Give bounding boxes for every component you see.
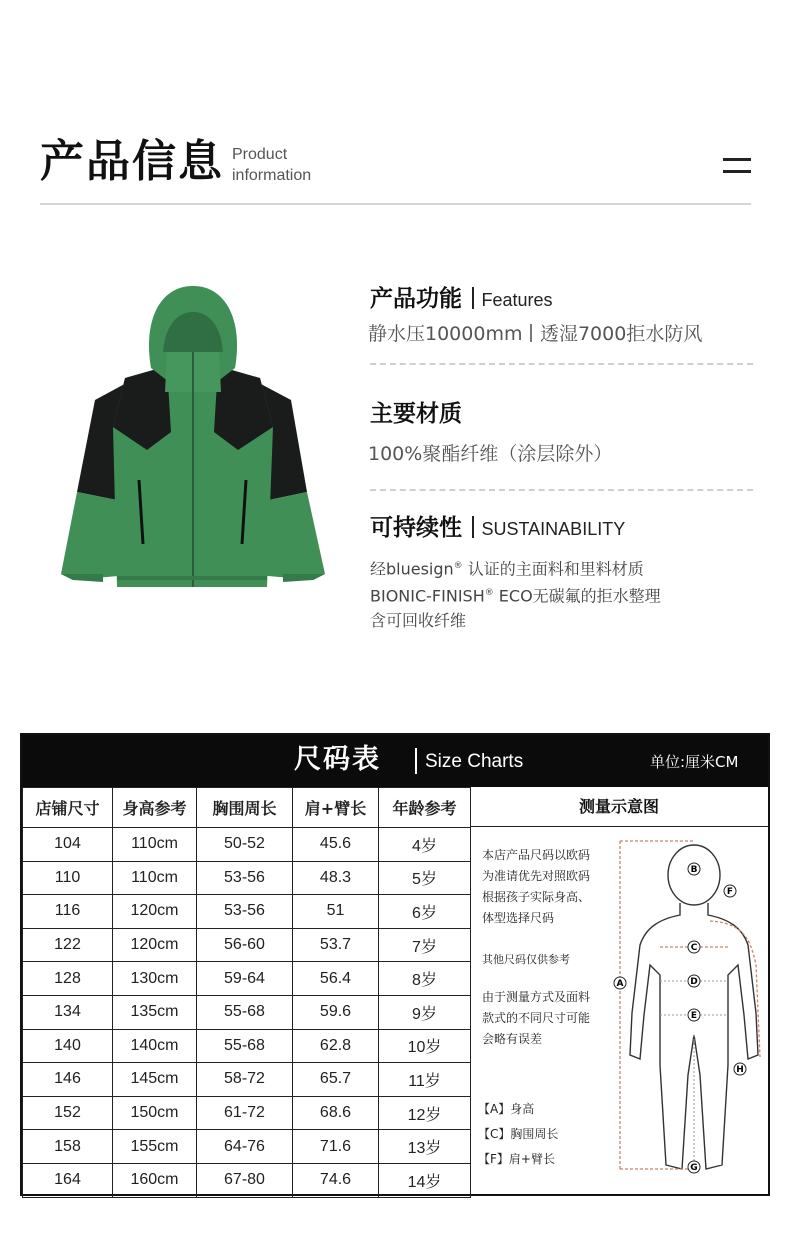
table-cell: 64-76 [197,1130,293,1164]
sustainability-text [370,554,661,633]
table-cell: 110 [23,861,113,895]
sustainability-line2-a: BIONIC-FINISH [370,586,485,606]
column-header: 胸围周长 [197,788,293,828]
table-cell: 120cm [113,928,197,962]
legend-item: 【C】胸围周长 [478,1127,559,1141]
note-line: 为准请优先对照欧码 [482,869,591,883]
table-cell: 140cm [113,1029,197,1063]
column-header: 店铺尺寸 [23,788,113,828]
marker-b-label: B [690,865,698,875]
table-cell: 68.6 [293,1096,379,1130]
table-cell: 56.4 [293,962,379,996]
table-cell: 164 [23,1163,113,1197]
section-divider [370,489,753,491]
page-subtitle-line1: Product [232,146,288,163]
table-cell: 130cm [113,962,197,996]
page-title: 产品信息 [40,136,224,187]
table-cell: 74.6 [293,1163,379,1197]
diagram-note-2: 其他尺码仅供参考 [482,953,570,966]
table-cell: 8岁 [379,962,471,996]
legend-item: 【F】肩+臂长 [478,1152,555,1166]
table-cell: 116 [23,895,113,929]
table-cell: 134 [23,995,113,1029]
table-cell: 6岁 [379,895,471,929]
diagram-title: 测量示意图 [470,787,768,827]
header-divider [40,203,751,205]
marker-a-label: A [616,979,624,989]
diagram-note-1 [482,845,590,929]
size-chart-title-en: Size Charts [425,751,524,772]
size-chart [20,733,770,1196]
table-cell: 67-80 [197,1163,293,1197]
note-line: 体型选择尺码 [482,911,555,925]
table-cell: 61-72 [197,1096,293,1130]
sustainability-line1-b: 认证的主面料和里料材质 [462,559,644,579]
table-row [23,1130,471,1164]
sustainability-line2 [370,581,661,608]
table-cell: 12岁 [379,1096,471,1130]
table-cell: 4岁 [379,828,471,862]
table-cell: 56-60 [197,928,293,962]
table-cell: 140 [23,1029,113,1063]
table-cell: 120cm [113,895,197,929]
table-cell: 160cm [113,1163,197,1197]
table-cell: 55-68 [197,1029,293,1063]
diagram-note-3 [482,987,590,1050]
table-cell: 146 [23,1063,113,1097]
table-cell: 59-64 [197,962,293,996]
table-cell: 155cm [113,1130,197,1164]
features-heading-cn: 产品功能 [370,286,462,312]
note-line: 会略有误差 [482,1032,543,1046]
table-row [23,828,471,862]
sustainability-heading-cn: 可持续性 [370,515,462,541]
sustainability-line1-a: 经bluesign [370,559,454,579]
table-cell: 110cm [113,828,197,862]
table-row [23,1063,471,1097]
marker-h-label: H [736,1065,744,1075]
table-cell: 128 [23,962,113,996]
table-row [23,1029,471,1063]
table-cell: 62.8 [293,1029,379,1063]
title-separator [415,748,417,774]
note-line: 本店产品尺码以欧码 [482,848,591,862]
features-heading [370,284,553,315]
table-cell: 58-72 [197,1063,293,1097]
table-cell: 45.6 [293,828,379,862]
table-cell: 110cm [113,861,197,895]
table-cell: 158 [23,1130,113,1164]
table-cell: 11岁 [379,1063,471,1097]
sustainability-line3: 含可回收纤维 [370,610,467,630]
table-row [23,962,471,996]
features-heading-en: Features [481,290,553,310]
marker-c-label: C [690,943,698,953]
table-cell: 55-68 [197,995,293,1029]
table-cell: 48.3 [293,861,379,895]
table-row [23,895,471,929]
table-cell: 10岁 [379,1029,471,1063]
table-cell: 5岁 [379,861,471,895]
note-line: 由于测量方式及面料 [482,990,591,1004]
table-cell: 150cm [113,1096,197,1130]
material-heading-cn: 主要材质 [370,401,462,427]
size-table [22,787,471,1198]
table-row [23,995,471,1029]
table-cell: 152 [23,1096,113,1130]
features-text [368,321,702,347]
column-header: 年龄参考 [379,788,471,828]
page-subtitle [232,144,311,186]
features-text-a: 静水压10000mm [368,323,523,345]
note-line: 款式的不同尺寸可能 [482,1011,591,1025]
table-row [23,861,471,895]
registered-mark: ® [484,588,494,599]
marker-d-label: D [690,977,698,987]
table-cell: 65.7 [293,1063,379,1097]
body-outline-figure [610,835,766,1195]
diagram-legend [478,1097,558,1172]
table-cell: 53-56 [197,861,293,895]
size-chart-title: 尺码表 [294,744,381,775]
measurement-diagram [470,827,768,1196]
table-cell: 53-56 [197,895,293,929]
column-header: 肩+臂长 [293,788,379,828]
table-cell: 122 [23,928,113,962]
table-cell: 50-52 [197,828,293,862]
material-heading [370,399,462,429]
table-row [23,928,471,962]
table-cell: 104 [23,828,113,862]
column-header: 身高参考 [113,788,197,828]
jacket-image [55,282,330,594]
size-chart-header [22,735,768,787]
marker-f-label: F [726,887,734,897]
table-cell: 135cm [113,995,197,1029]
table-row [23,1163,471,1197]
heading-separator [472,287,474,309]
size-chart-unit: 单位:厘米CM [650,753,739,771]
page-subtitle-line2: information [232,167,312,184]
sustainability-line1 [370,554,661,581]
sustainability-heading-en: SUSTAINABILITY [481,519,626,539]
features-text-b: 透湿7000拒水防风 [539,323,703,345]
table-cell: 51 [293,895,379,929]
table-cell: 59.6 [293,995,379,1029]
table-cell: 145cm [113,1063,197,1097]
table-cell: 71.6 [293,1130,379,1164]
marker-g-label: G [690,1163,698,1173]
heading-separator [472,516,474,538]
table-row [23,1096,471,1130]
note-line: 根据孩子实际身高、 [482,890,591,904]
legend-item: 【A】身高 [478,1102,535,1116]
text-separator [530,324,532,342]
table-cell: 53.7 [293,928,379,962]
sustainability-line2-b: ECO无碳氟的拒水整理 [493,586,661,606]
table-cell: 14岁 [379,1163,471,1197]
marker-e-label: E [690,1011,698,1021]
sustainability-heading [370,513,625,544]
table-cell: 7岁 [379,928,471,962]
size-table-header [23,788,471,828]
section-divider [370,363,753,365]
table-cell: 13岁 [379,1130,471,1164]
registered-mark: ® [453,561,463,571]
material-text: 100%聚酯纤维（涂层除外） [368,443,613,465]
table-cell: 9岁 [379,995,471,1029]
menu-icon[interactable] [723,158,751,176]
